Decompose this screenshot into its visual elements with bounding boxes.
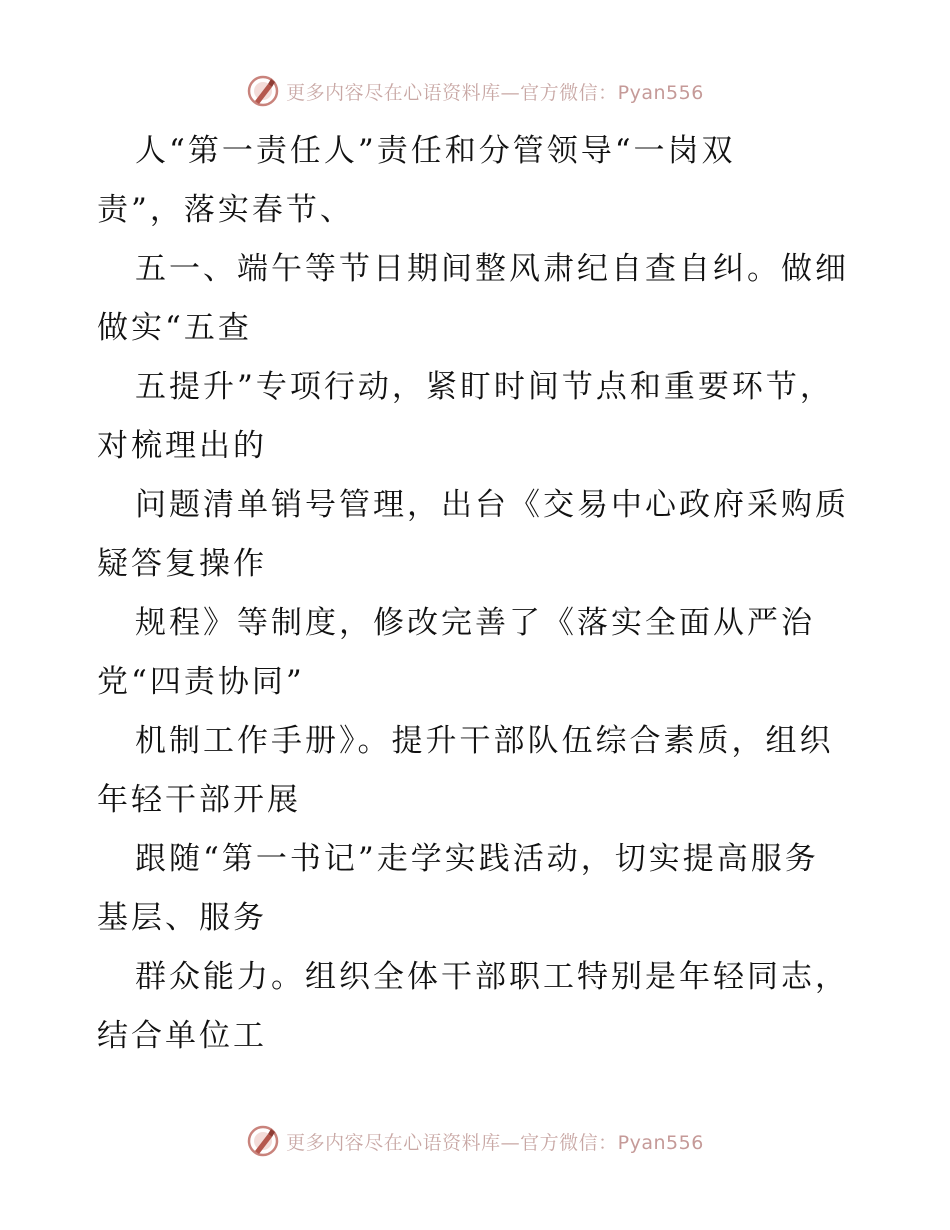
header-watermark-text: 更多内容尽在心语资料库—官方微信：Pyan556 [286,81,704,104]
body-line: 党“四责协同” [97,664,305,700]
body-line: 结合单位工 [97,1018,267,1054]
header-watermark [0,71,950,111]
footer-watermark [0,1121,950,1161]
header-wechat-id: Pyan556 [617,81,704,104]
document-body [97,122,857,1066]
pen-logo-icon [246,74,280,108]
body-line: 规程》等制度，修改完善了《落实全面从严治 [135,605,815,641]
body-line: 五提升”专项行动，紧盯时间节点和重要环节， [135,369,834,405]
body-line: 机制工作手册》。提升干部队伍综合素质，组织 [135,723,834,759]
footer-wechat-id: Pyan556 [617,1131,704,1154]
footer-watermark-text: 更多内容尽在心语资料库—官方微信：Pyan556 [286,1131,704,1154]
body-line: 跟随“第一书记”走学实践活动，切实提高服务 [135,841,819,877]
body-line: 责”，落实春节、 [97,192,354,228]
body-line: 五一、端午等节日期间整风肃纪自查自纠。做细 [135,251,849,287]
body-line: 对梳理出的 [97,428,267,464]
body-line: 年轻干部开展 [97,782,301,818]
body-line: 做实“五查 [97,310,252,346]
body-line: 群众能力。组织全体干部职工特别是年轻同志， [135,959,849,995]
body-line: 基层、服务 [97,900,267,936]
pen-logo-icon [246,1124,280,1158]
body-line: 疑答复操作 [97,546,267,582]
body-line: 人“第一责任人”责任和分管领导“一岗双 [135,133,736,169]
body-line: 问题清单销号管理，出台《交易中心政府采购质 [135,487,849,523]
